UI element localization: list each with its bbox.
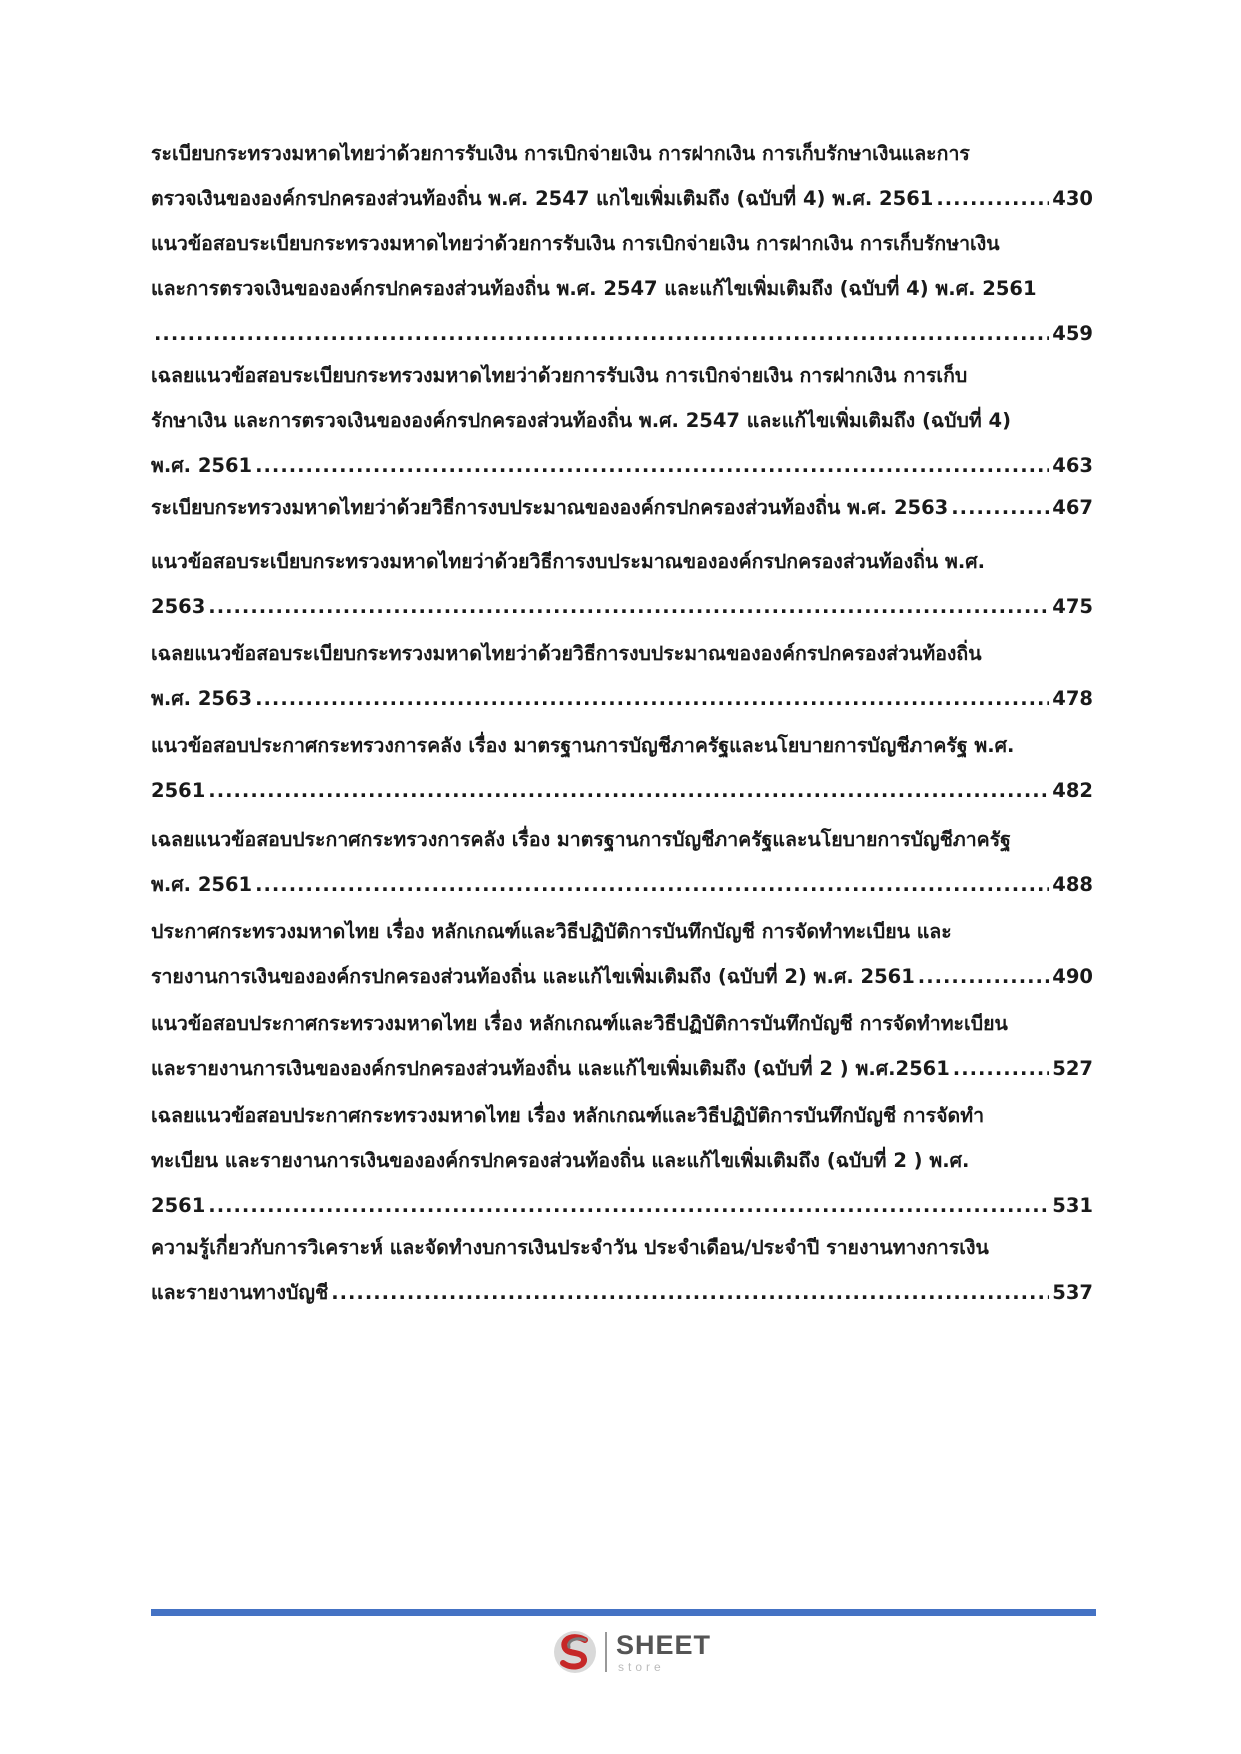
- toc-entry-title: เฉลยแนวข้อสอบประกาศกระทรวงการคลัง เรื่อง มาตรฐานการบัญชีภาครัฐและนโยบายการบัญชีภาครัฐ: [151, 828, 1011, 851]
- dot-leader: [255, 872, 1049, 898]
- toc-entry-line: [151, 141, 1093, 167]
- toc-entry-line: [151, 231, 1093, 257]
- dot-leader: [918, 964, 1049, 990]
- toc-entry-last-line: [151, 778, 1093, 804]
- footer-rule: [151, 1609, 1096, 1616]
- toc-entry-title: และรายงานทางบัญชี: [151, 1281, 329, 1304]
- toc-page-number: 430: [1052, 187, 1093, 210]
- toc-entry-line: [151, 641, 1093, 667]
- toc-entry-line: [151, 1011, 1093, 1037]
- toc-entry-title: เฉลยแนวข้อสอบระเบียบกระทรวงมหาดไทยว่าด้วยการรับเงิน การเบิกจ่ายเงิน การฝากเงิน การเก็บ: [151, 364, 968, 387]
- toc-entry-title: รักษาเงิน และการตรวจเงินขององค์กรปกครองส่วนท้องถิ่น พ.ศ. 2547 และแก้ไขเพิ่มเติมถึง (ฉบับที่ 4): [151, 409, 1012, 432]
- toc-entry-title: 2561: [151, 779, 206, 802]
- logo-divider: [605, 1632, 607, 1672]
- toc-entry-title: แนวข้อสอบประกาศกระทรวงมหาดไทย เรื่อง หลักเกณฑ์และวิธีปฏิบัติการบันทึกบัญชี การจัดทำทะเบียน: [151, 1012, 1008, 1035]
- toc-entry-title: ตรวจเงินขององค์กรปกครองส่วนท้องถิ่น พ.ศ. 2547 แกไขเพิ่มเติมถึง (ฉบับที่ 4) พ.ศ. 2561: [151, 187, 934, 210]
- toc-entry-line: [151, 276, 1093, 302]
- toc-entry-last-line: [151, 1280, 1093, 1306]
- toc-entry-line: [151, 1235, 1093, 1261]
- toc-entry-last-line: [151, 964, 1093, 990]
- toc-entry-title: แนวข้อสอบระเบียบกระทรวงมหาดไทยว่าด้วยวิธีการงบประมาณขององค์กรปกครองส่วนท้องถิ่น พ.ศ.: [151, 550, 986, 573]
- toc-entry-title: แนวข้อสอบประกาศกระทรวงการคลัง เรื่อง มาตรฐานการบัญชีภาครัฐและนโยบายการบัญชีภาครัฐ พ.ศ.: [151, 734, 1015, 757]
- toc-entry-last-line: [151, 186, 1093, 212]
- toc-entry-last-line: [151, 594, 1093, 620]
- dot-leader: [208, 1193, 1049, 1219]
- dot-leader: [255, 686, 1049, 712]
- toc-entry-title: เฉลยแนวข้อสอบระเบียบกระทรวงมหาดไทยว่าด้วยวิธีการงบประมาณขององค์กรปกครองส่วนท้องถิ่น: [151, 642, 982, 665]
- dot-leader: [953, 1056, 1049, 1082]
- toc-entry-line: [151, 408, 1093, 434]
- toc-entry-last-line: [151, 321, 1093, 347]
- toc-entry-title: แนวข้อสอบระเบียบกระทรวงมหาดไทยว่าด้วยการรับเงิน การเบิกจ่ายเงิน การฝากเงิน การเก็บรักษาเงิน: [151, 232, 1000, 255]
- toc-entry-title: 2561: [151, 1194, 206, 1217]
- toc-page-number: 475: [1052, 595, 1093, 618]
- toc-page-number: 531: [1052, 1194, 1093, 1217]
- toc-entry-last-line: [151, 1056, 1093, 1082]
- toc-page-number: 467: [1052, 496, 1093, 519]
- toc-page-number: 537: [1052, 1281, 1093, 1304]
- logo-text: SHEET: [616, 1630, 712, 1660]
- toc-entry-line: [151, 919, 1093, 945]
- toc-entry-line: [151, 363, 1093, 389]
- toc-entry-line: [151, 1148, 1093, 1174]
- dot-leader: [154, 321, 1049, 347]
- toc-entry-title: พ.ศ. 2561: [151, 873, 253, 896]
- toc-entry-last-line: [151, 686, 1093, 712]
- dot-leader: [936, 186, 1049, 212]
- toc-entry-title: ประกาศกระทรวงมหาดไทย เรื่อง หลักเกณฑ์และวิธีปฏิบัติการบันทึกบัญชี การจัดทำทะเบียน และ: [151, 920, 952, 943]
- toc-entry-title: รายงานการเงินขององค์กรปกครองส่วนท้องถิ่น และแก้ไขเพิ่มเติมถึง (ฉบับที่ 2) พ.ศ. 2561: [151, 965, 915, 988]
- dot-leader: [255, 453, 1049, 479]
- toc-entry-last-line: [151, 453, 1093, 479]
- toc-entry-title: ระเบียบกระทรวงมหาดไทยว่าด้วยวิธีการงบประมาณขององค์กรปกครองส่วนท้องถิ่น พ.ศ. 2563: [151, 496, 949, 519]
- toc-page-number: 463: [1052, 454, 1093, 477]
- dot-leader: [208, 594, 1049, 620]
- toc-entry-title: ทะเบียน และรายงานการเงินขององค์กรปกครองส่วนท้องถิ่น และแก้ไขเพิ่มเติมถึง (ฉบับที่ 2 ) พ.ศ.: [151, 1149, 970, 1172]
- toc-entry-last-line: [151, 872, 1093, 898]
- toc-entry-line: [151, 827, 1093, 853]
- toc-page-number: 482: [1052, 779, 1093, 802]
- toc-page-number: 478: [1052, 687, 1093, 710]
- toc-entry-title: เฉลยแนวข้อสอบประกาศกระทรวงมหาดไทย เรื่อง หลักเกณฑ์และวิธีปฏิบัติการบันทึกบัญชี การจัดทำ: [151, 1104, 985, 1127]
- toc-page-number: 488: [1052, 873, 1093, 896]
- dot-leader: [331, 1280, 1049, 1306]
- toc-entry-title: ระเบียบกระทรวงมหาดไทยว่าด้วยการรับเงิน การเบิกจ่ายเงิน การฝากเงิน การเก็บรักษาเงินและการ: [151, 142, 970, 165]
- toc-entry-title: พ.ศ. 2563: [151, 687, 253, 710]
- toc-entry-line: [151, 549, 1093, 575]
- toc-entry-title: 2563: [151, 595, 206, 618]
- logo-subtext: store: [618, 1660, 665, 1674]
- toc-page-number: 459: [1052, 322, 1093, 345]
- dot-leader: [208, 778, 1049, 804]
- toc-entry-title: ความรู้เกี่ยวกับการวิเคราะห์ และจัดทำงบการเงินประจำวัน ประจำเดือน/ประจำปี รายงานทางการเงิน: [151, 1236, 989, 1259]
- toc-entry-last-line: [151, 1193, 1093, 1219]
- toc-entry-title: พ.ศ. 2561: [151, 454, 253, 477]
- toc-entry-title: และรายงานการเงินขององค์กรปกครองส่วนท้องถิ่น และแก้ไขเพิ่มเติมถึง (ฉบับที่ 2 ) พ.ศ.2561: [151, 1057, 950, 1080]
- sheet-store-logo: [551, 1628, 751, 1676]
- toc-entry-line: [151, 733, 1093, 759]
- toc-page-number: 490: [1052, 965, 1093, 988]
- toc-entry-last-line: [151, 495, 1093, 521]
- dot-leader: [951, 495, 1049, 521]
- toc-entry-title: และการตรวจเงินขององค์กรปกครองส่วนท้องถิ่น พ.ศ. 2547 และแก้ไขเพิ่มเติมถึง (ฉบับที่ 4) พ.ศ. 2561: [151, 277, 1037, 300]
- toc-page-number: 527: [1052, 1057, 1093, 1080]
- sheet-logo-icon: [551, 1628, 599, 1676]
- toc-entry-line: [151, 1103, 1093, 1129]
